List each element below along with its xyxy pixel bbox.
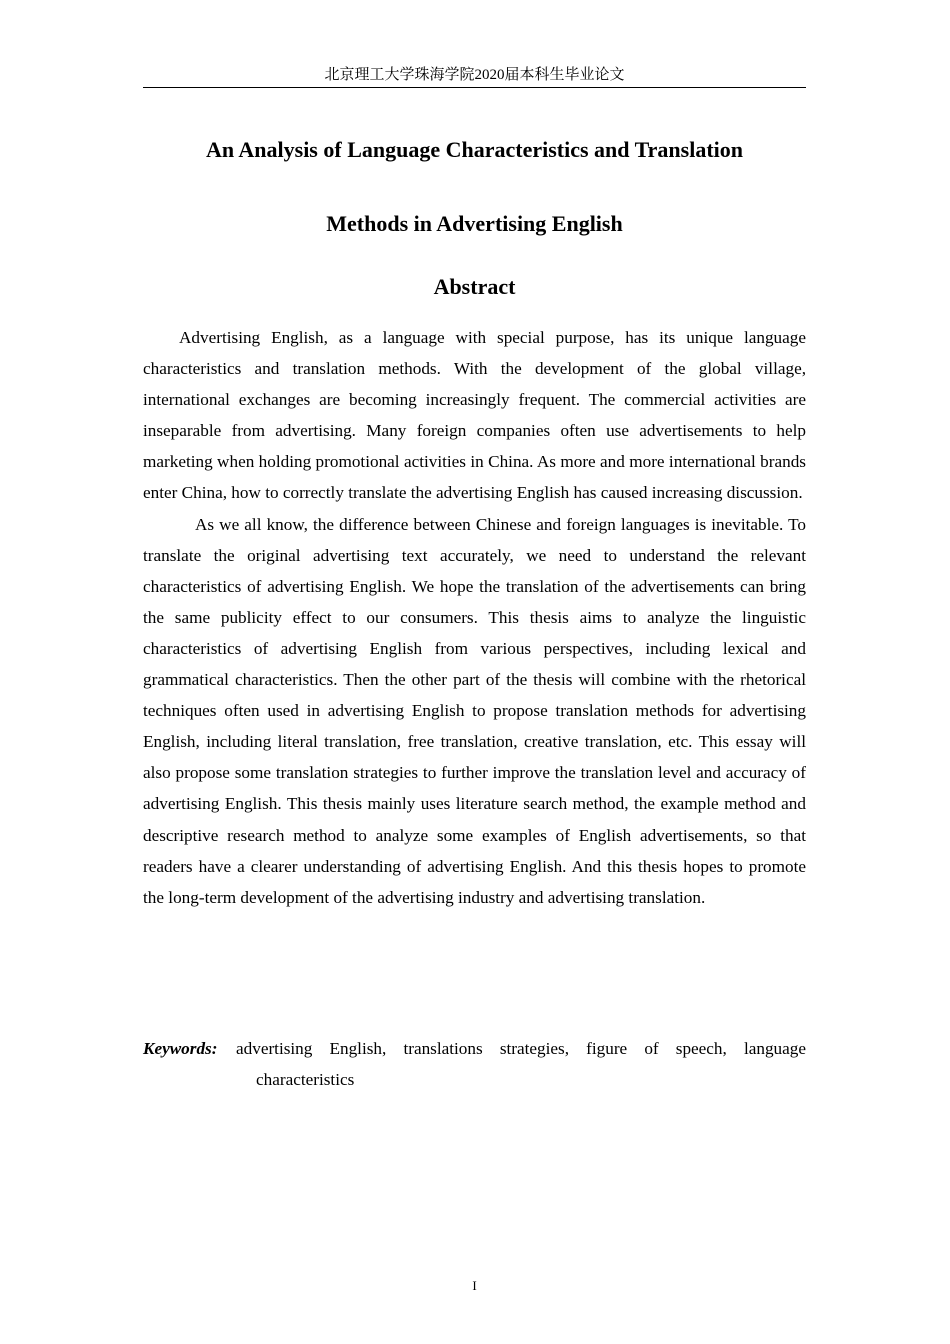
- thesis-title-line-1: An Analysis of Language Characteristics and Translation: [205, 137, 744, 162]
- abstract-heading: Abstract: [433, 274, 516, 299]
- page-header: 北京理工大学珠海学院2020届本科生毕业论文: [143, 66, 806, 88]
- keywords-block: [143, 1033, 806, 1095]
- keywords-text: advertising English, translations strategies, figure of speech, language characteristics: [236, 1039, 806, 1090]
- thesis-title-line-2: Methods in Advertising English: [326, 211, 623, 236]
- abstract-paragraph-2: As we all know, the difference between Chinese and foreign languages is inevitable. To translate the original advertising text accurately, we need to understand the relevant characteristics of advertising English. We hope the translation of the advertisements can bring the same publicity effect to our consumers. This thesis aims to analyze the linguistic characteristics of advertising English from various perspectives, including lexical and grammatical characteristics. Then the other part of the thesis will combine with the rhetorical techniques often used in advertising English to propose translation methods for advertising English, including literal translation, free translation, creative translation, etc. This essay will also propose some translation strategies to further improve the translation level and accuracy of advertising English. This thesis mainly uses literature search method, the example method and descriptive research method to analyze some examples of English advertisements, so that readers have a clearer understanding of advertising English. And this thesis hopes to promote the long-term development of the advertising industry and advertising translation.: [143, 514, 806, 907]
- keywords-label: Keywords:: [143, 1039, 218, 1058]
- page-number: I: [472, 1278, 477, 1293]
- abstract-paragraph-1: Advertising English, as a language with special purpose, has its unique language characteristics and translation methods. With the development of the global village, international exchanges are becoming increasingly frequent. The commercial activities are inseparable from advertising. Many foreign companies often use advertisements to help marketing when holding promotional activities in China. As more and more international brands enter China, how to correctly translate the advertising English has caused increasing discussion.: [143, 328, 806, 503]
- abstract-body: [143, 322, 806, 913]
